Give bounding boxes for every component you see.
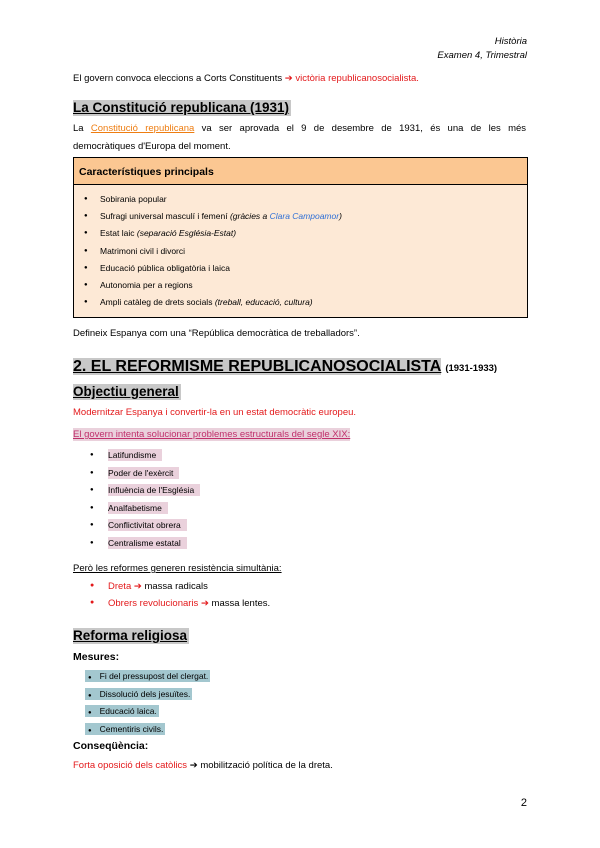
characteristics-box bbox=[73, 157, 528, 318]
arrow-icon: ➔ bbox=[284, 73, 293, 84]
problem-item bbox=[88, 537, 200, 555]
measure-text: Dissolució dels jesuïtes. bbox=[99, 688, 191, 699]
problem-item bbox=[88, 484, 200, 502]
resistance-item bbox=[88, 597, 270, 614]
characteristic-text: Autonomia per a regions bbox=[100, 280, 193, 291]
characteristic-text: Ampli catàleg de drets socials bbox=[100, 297, 213, 308]
consequence-red: Forta oposició dels catòlics bbox=[73, 760, 188, 771]
problem-text: Influència de l'Església bbox=[108, 484, 200, 496]
resistance-what: massa lentes. bbox=[211, 598, 271, 609]
objective-text: Modernitzar Espanya i convertir-la en un estat democràtic europeu. bbox=[73, 407, 357, 418]
measure-item bbox=[85, 688, 210, 706]
problem-item bbox=[88, 467, 200, 485]
characteristic-highlight: Clara Campoamor bbox=[269, 211, 340, 222]
page-number: 2 bbox=[520, 797, 527, 809]
problem-item bbox=[88, 519, 200, 537]
header-subject: Història bbox=[494, 36, 527, 47]
characteristic-text: Estat laic bbox=[100, 228, 135, 239]
measure-item bbox=[85, 723, 210, 741]
characteristics-box-title: Característiques principals bbox=[74, 158, 527, 185]
arrow-icon: ➔ bbox=[200, 598, 209, 609]
characteristics-box-body bbox=[74, 185, 527, 317]
characteristic-item bbox=[74, 208, 527, 225]
characteristic-note: (treball, educació, cultura) bbox=[214, 297, 313, 308]
resistance-what: massa radicals bbox=[144, 581, 208, 592]
measures-label: Mesures: bbox=[73, 651, 120, 663]
measure-text: Fi del pressupost del clergat. bbox=[99, 671, 209, 681]
consequence-label: Conseqüència: bbox=[73, 740, 149, 752]
arrow-icon: ➔ bbox=[189, 760, 198, 771]
resistance-intro: Però les reformes generen resistència simultània: bbox=[73, 563, 282, 574]
para-prefix: La bbox=[73, 123, 84, 134]
measure-highlight bbox=[85, 670, 210, 682]
resistance-list bbox=[88, 580, 270, 614]
arrow-icon: ➔ bbox=[133, 581, 142, 592]
intro-text: El govern convoca eleccions a Corts Constituents bbox=[73, 73, 283, 84]
measure-text: Educació laica. bbox=[99, 706, 157, 716]
problem-item bbox=[88, 502, 200, 520]
objective-title: Objectiu general bbox=[73, 384, 179, 399]
problems-intro: El govern intenta solucionar problemes estructurals del segle XIX: bbox=[73, 429, 351, 440]
characteristic-note: (gràcies a bbox=[229, 211, 270, 222]
characteristic-text: Sobirania popular bbox=[100, 194, 167, 204]
problem-text: Poder de l'exèrcit bbox=[108, 467, 179, 479]
problem-text: Latifundisme bbox=[108, 449, 162, 461]
characteristic-item bbox=[74, 277, 527, 294]
measure-item bbox=[85, 705, 210, 723]
characteristics-list bbox=[74, 191, 527, 311]
constitution-paragraph-line1 bbox=[73, 122, 526, 135]
section-title-religious: Reforma religiosa bbox=[73, 628, 188, 643]
defines-text: Defineix Espanya com una “República democràtica de treballadors”. bbox=[73, 328, 360, 339]
measure-highlight bbox=[85, 688, 192, 700]
bullet-icon: ● bbox=[88, 727, 92, 734]
intro-line bbox=[73, 72, 419, 85]
measure-item bbox=[85, 670, 210, 688]
section-title-reformism: 2. EL REFORMISME REPUBLICANOSOCIALISTA bbox=[73, 358, 442, 375]
characteristic-item bbox=[74, 191, 527, 208]
resistance-item bbox=[88, 580, 270, 597]
measures-list bbox=[85, 670, 210, 740]
problems-list bbox=[88, 449, 200, 554]
characteristic-text: Educació pública obligatòria i laica bbox=[100, 262, 230, 273]
problem-item bbox=[88, 449, 200, 467]
measure-text: Cementiris civils. bbox=[99, 723, 164, 734]
characteristic-text: Matrimoni civil i divorci bbox=[100, 245, 186, 256]
header-exam: Examen 4, Trimestral bbox=[437, 50, 527, 61]
measure-highlight bbox=[85, 705, 159, 717]
characteristic-item bbox=[74, 225, 527, 242]
characteristic-text: Sufragi universal masculí i femení bbox=[100, 211, 228, 222]
problem-text: Analfabetisme bbox=[108, 502, 168, 514]
consequence-rest: mobilització política de la dreta. bbox=[200, 760, 333, 771]
reformism-years: (1931-1933) bbox=[445, 363, 498, 374]
resistance-who: Dreta bbox=[108, 581, 132, 592]
section-title-reformism-wrap bbox=[73, 357, 497, 376]
resistance-who: Obrers revolucionaris bbox=[108, 598, 199, 609]
characteristic-note-end: ) bbox=[339, 211, 342, 222]
characteristic-item bbox=[74, 294, 527, 311]
constitution-paragraph-line2: democràtiques d'Europa del moment. bbox=[73, 141, 231, 152]
bullet-icon: ● bbox=[88, 692, 92, 699]
bullet-icon: ● bbox=[88, 675, 92, 681]
characteristic-item bbox=[74, 243, 527, 260]
measure-highlight bbox=[85, 723, 165, 735]
characteristic-note: (separació Església-Estat) bbox=[136, 228, 237, 239]
problem-text: Conflictivitat obrera bbox=[108, 519, 187, 531]
intro-result: victòria republicanosocialista. bbox=[295, 73, 419, 84]
section-title-constitution: La Constitució republicana (1931) bbox=[73, 100, 290, 115]
problem-text: Centralisme estatal bbox=[108, 537, 187, 549]
para-line1-rest: va ser aprovada el 9 de desembre de 1931, és una de les més bbox=[201, 123, 527, 134]
characteristic-item bbox=[74, 260, 527, 277]
constitution-link[interactable]: Constitució republicana bbox=[90, 123, 195, 134]
consequence-line bbox=[73, 759, 333, 772]
bullet-icon: ● bbox=[88, 710, 92, 716]
